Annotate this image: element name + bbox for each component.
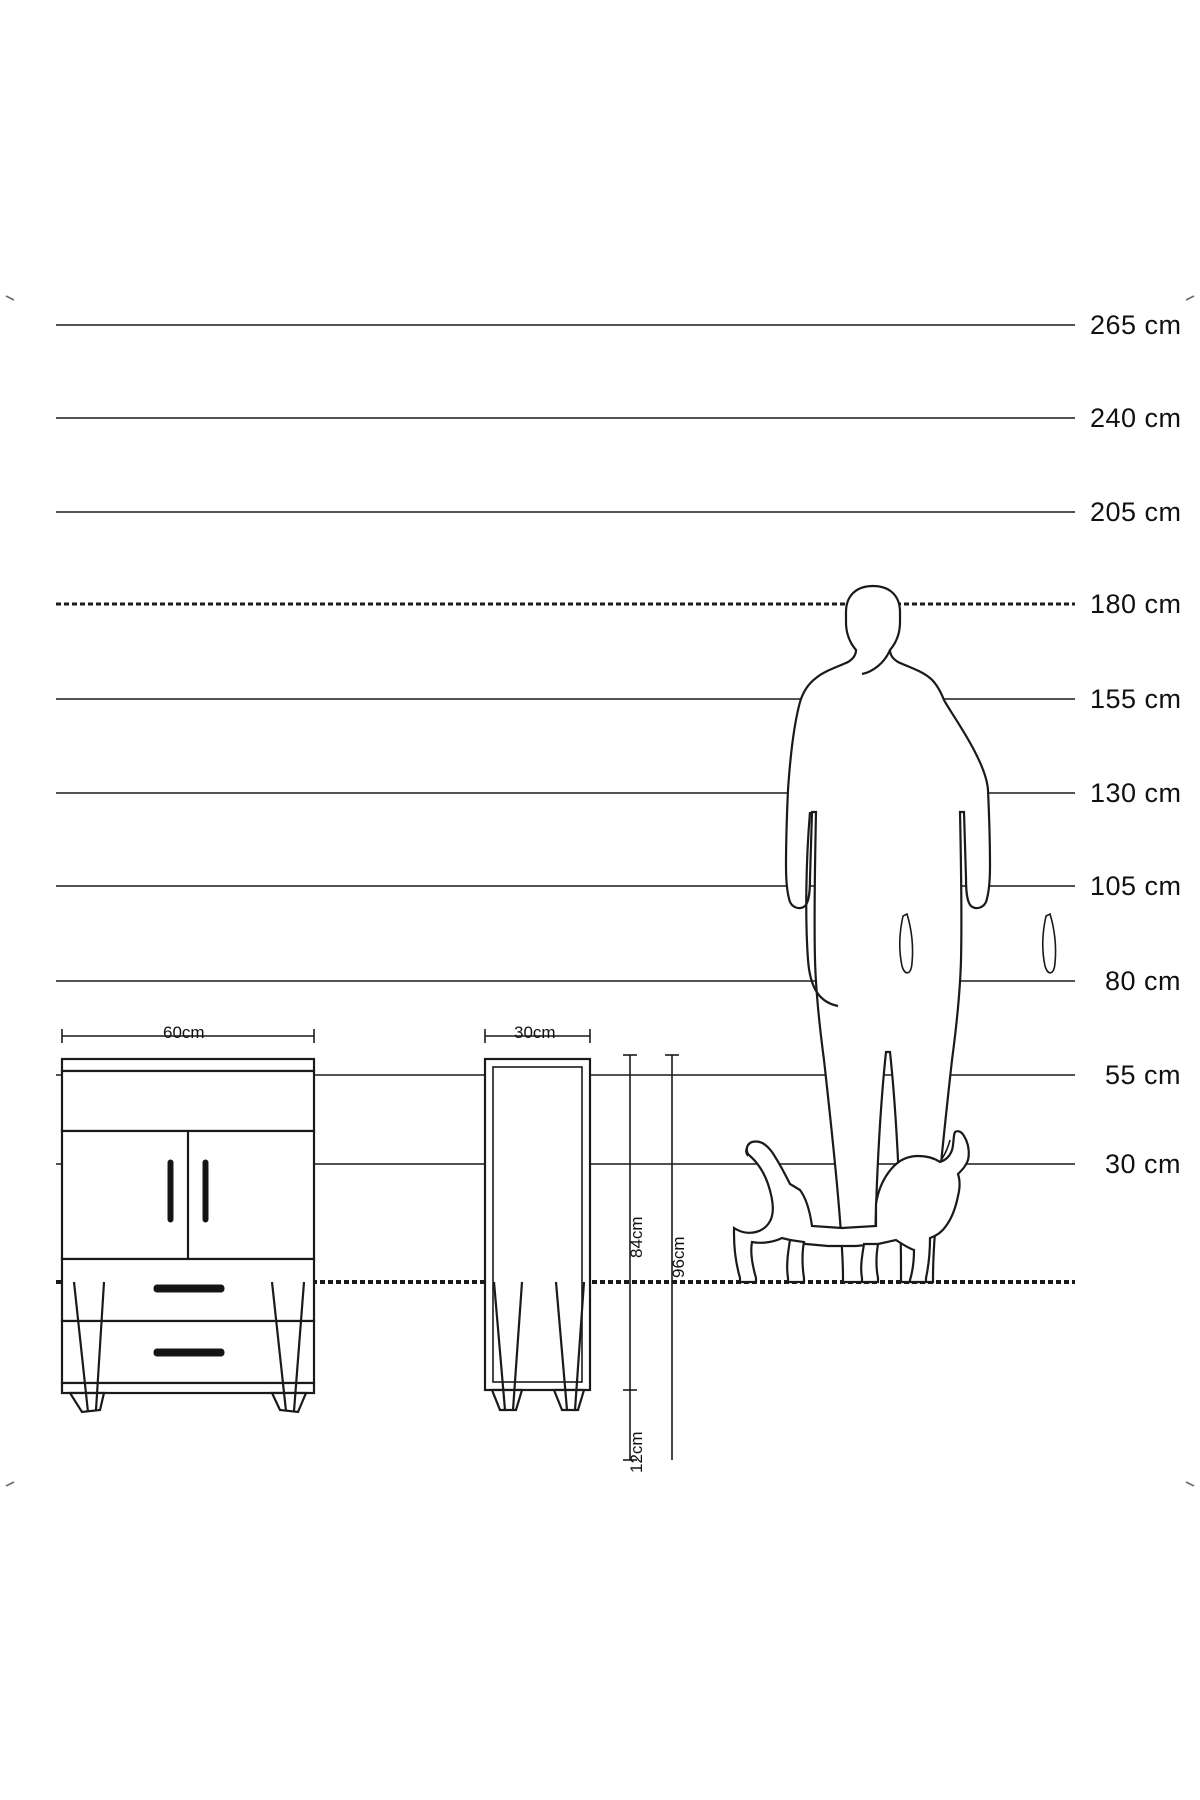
- scale-label-80: 80 cm: [1105, 966, 1182, 996]
- dimension-label-84cm: 84cm: [627, 1216, 646, 1258]
- dimension-label-tall-unit-width: 30cm: [514, 1023, 556, 1042]
- scale-label-205: 205 cm: [1090, 497, 1182, 527]
- dimension-label-96cm: 96cm: [669, 1236, 688, 1278]
- scale-label-180: 180 cm: [1090, 589, 1182, 619]
- scale-label-130: 130 cm: [1090, 778, 1182, 808]
- scale-label-240: 240 cm: [1090, 403, 1182, 433]
- scale-label-155: 155 cm: [1090, 684, 1182, 714]
- scale-label-30: 30 cm: [1105, 1149, 1182, 1179]
- scale-label-105: 105 cm: [1090, 871, 1182, 901]
- scale-label-265: 265 cm: [1090, 310, 1182, 340]
- scale-label-55: 55 cm: [1105, 1060, 1182, 1090]
- tall-narrow-cabinet: [485, 1059, 590, 1410]
- dimension-label-cabinet-width: 60cm: [163, 1023, 205, 1042]
- dimension-label-12cm: 12cm: [627, 1431, 646, 1473]
- cabinet-left-assembly: [62, 1059, 314, 1412]
